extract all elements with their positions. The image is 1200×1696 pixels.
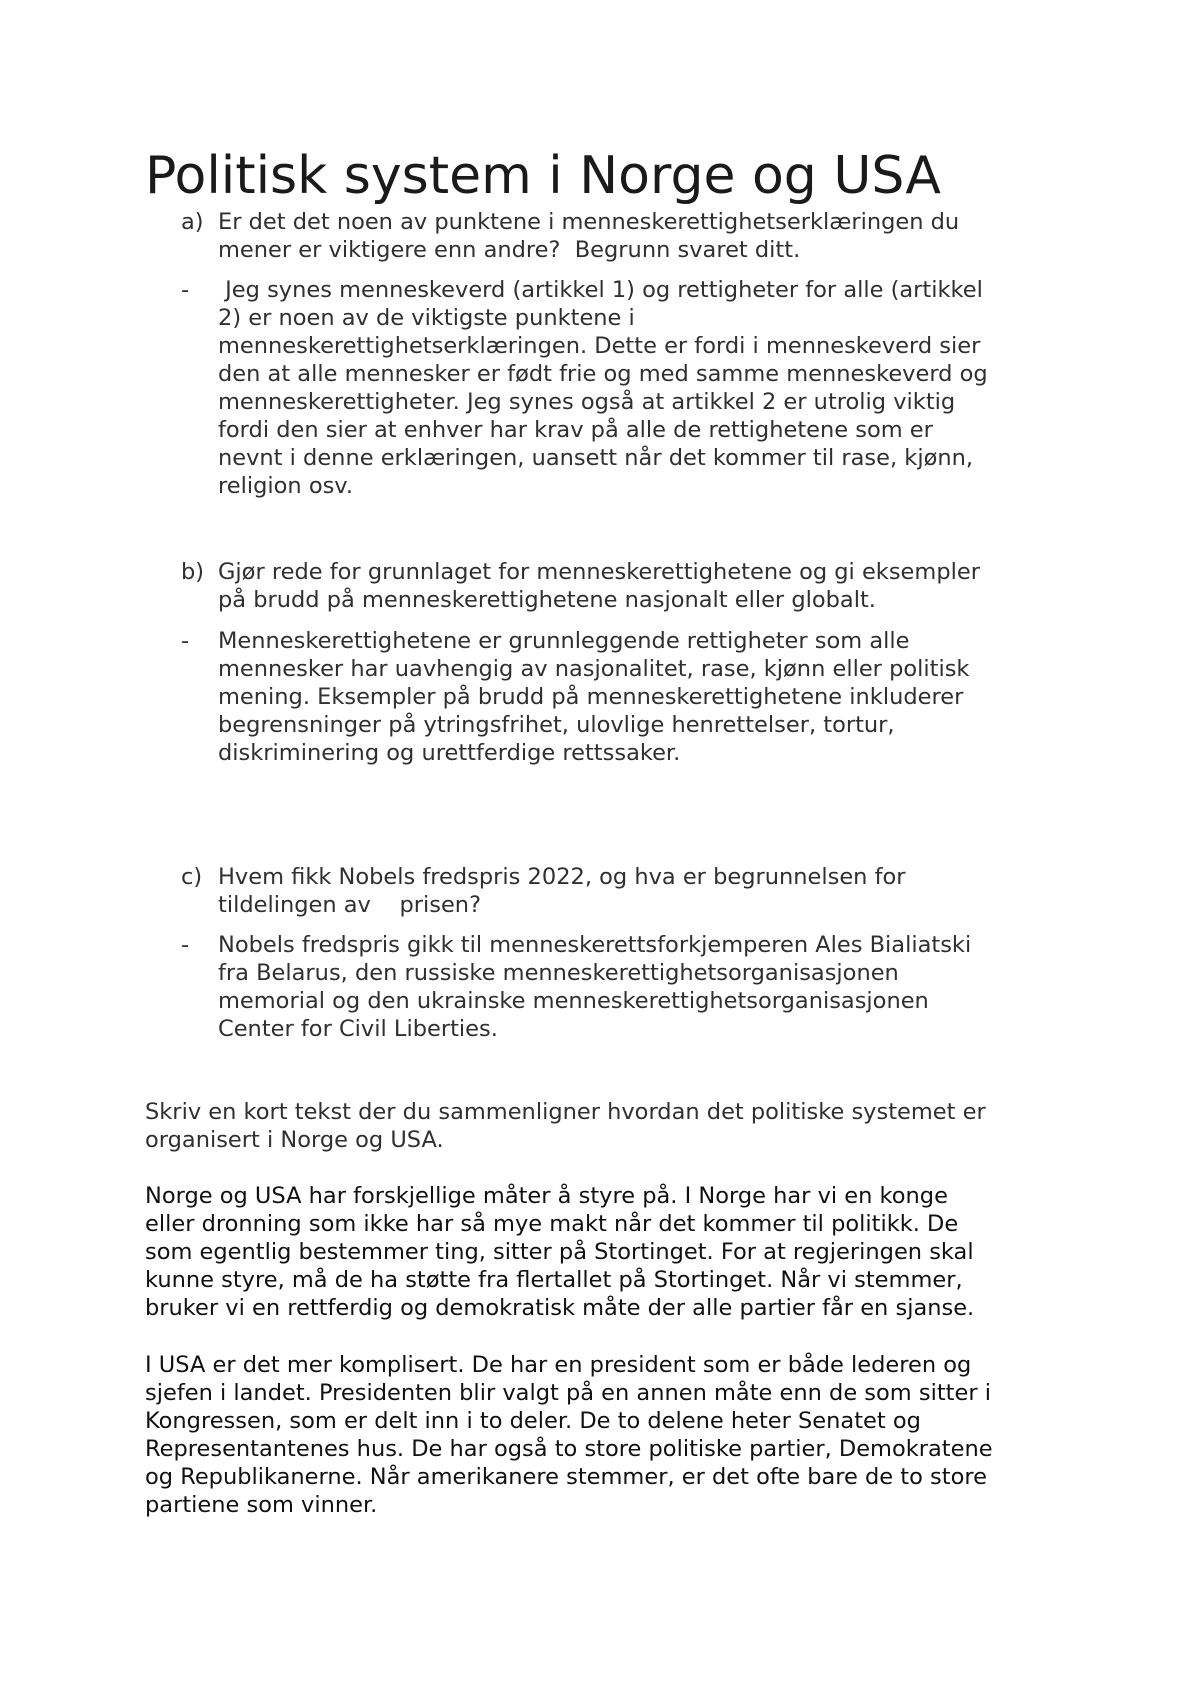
question-c [145, 863, 1065, 919]
bullet-dash-icon: - [181, 277, 190, 303]
question-text: Er det det noen av punktene i menneskerettighetserklæringen du mener er viktigere enn andre? Begrunn svaret ditt. [218, 209, 960, 263]
answer-text: Jeg synes menneskeverd (artikkel 1) og rettigheter for alle (artikkel 2) er noen av de viktigste punktene i menneskerettighetserklæringen. Dette er fordi i menneskeverd sier den at alle mennesker er født frie og med samme menneskeverd og menneskerettigheter. Jeg synes også at artikkel 2 er utrolig viktig fordi den sier at enhver har krav på alle de rettighetene som er nevnt i denne erklæringen, uansett når det kommer til rase, kjønn, religion osv. [218, 277, 988, 499]
essay-paragraph-norway: Norge og USA har forskjellige måter å styre på. I Norge har vi en konge eller dronning som ikke har så mye makt når det kommer til politikk. De som egentlig bestemmer ting, sitter på Stortinget. For at regjeringen skal kunne styre, må de ha støtte fra flertallet på Stortinget. Når vi stemmer, bruker vi en rettferdig og demokratisk måte der alle partier får en sjanse. [145, 1183, 975, 1321]
question-marker: a) [181, 209, 204, 235]
bullet-dash-icon: - [181, 628, 190, 654]
answer-text: Nobels fredspris gikk til menneskerettsforkjemperen Ales Bialiatski fra Belarus, den russiske menneskerettighetsorganisasjonen memorial og den ukrainske menneskerettighetsorganisasjonen Center for Civil Liberties. [218, 932, 972, 1042]
question-b [145, 558, 1065, 614]
answer-c [145, 931, 1065, 1043]
question-text: Hvem fikk Nobels fredspris 2022, og hva er begrunnelsen for tildelingen av prisen? [218, 864, 906, 918]
task-prompt: Skriv en kort tekst der du sammenligner hvordan det politiske systemet er organisert i Norge og USA. [145, 1099, 986, 1153]
bullet-dash-icon: - [181, 932, 190, 958]
question-text: Gjør rede for grunnlaget for menneskerettighetene og gi eksempler på brudd på menneskerettighetene nasjonalt eller globalt. [218, 559, 980, 613]
answer-text: Menneskerettighetene er grunnleggende rettigheter som alle mennesker har uavhengig av nasjonalitet, rase, kjønn eller politisk mening. Eksempler på brudd på menneskerettighetene inkluderer begrensninger på ytringsfrihet, ulovlige henrettelser, tortur, diskriminering og urettferdige rettssaker. [218, 628, 970, 766]
document-title: Politisk system i Norge og USA [145, 146, 941, 206]
essay-paragraph-usa: I USA er det mer komplisert. De har en president som er både lederen og sjefen i landet. Presidenten blir valgt på en annen måte enn de som sitter i Kongressen, som er delt inn i to deler. De to delene heter Senatet og Representantenes hus. De har også to store politiske partier, Demokratene og Republikanerne. Når amerikanere stemmer, er det ofte bare de to store partiene som vinner. [145, 1352, 993, 1518]
question-marker: c) [181, 864, 203, 890]
answer-a [145, 276, 1065, 500]
question-marker: b) [181, 559, 205, 585]
question-a [145, 208, 1065, 264]
answer-b [145, 627, 1065, 767]
